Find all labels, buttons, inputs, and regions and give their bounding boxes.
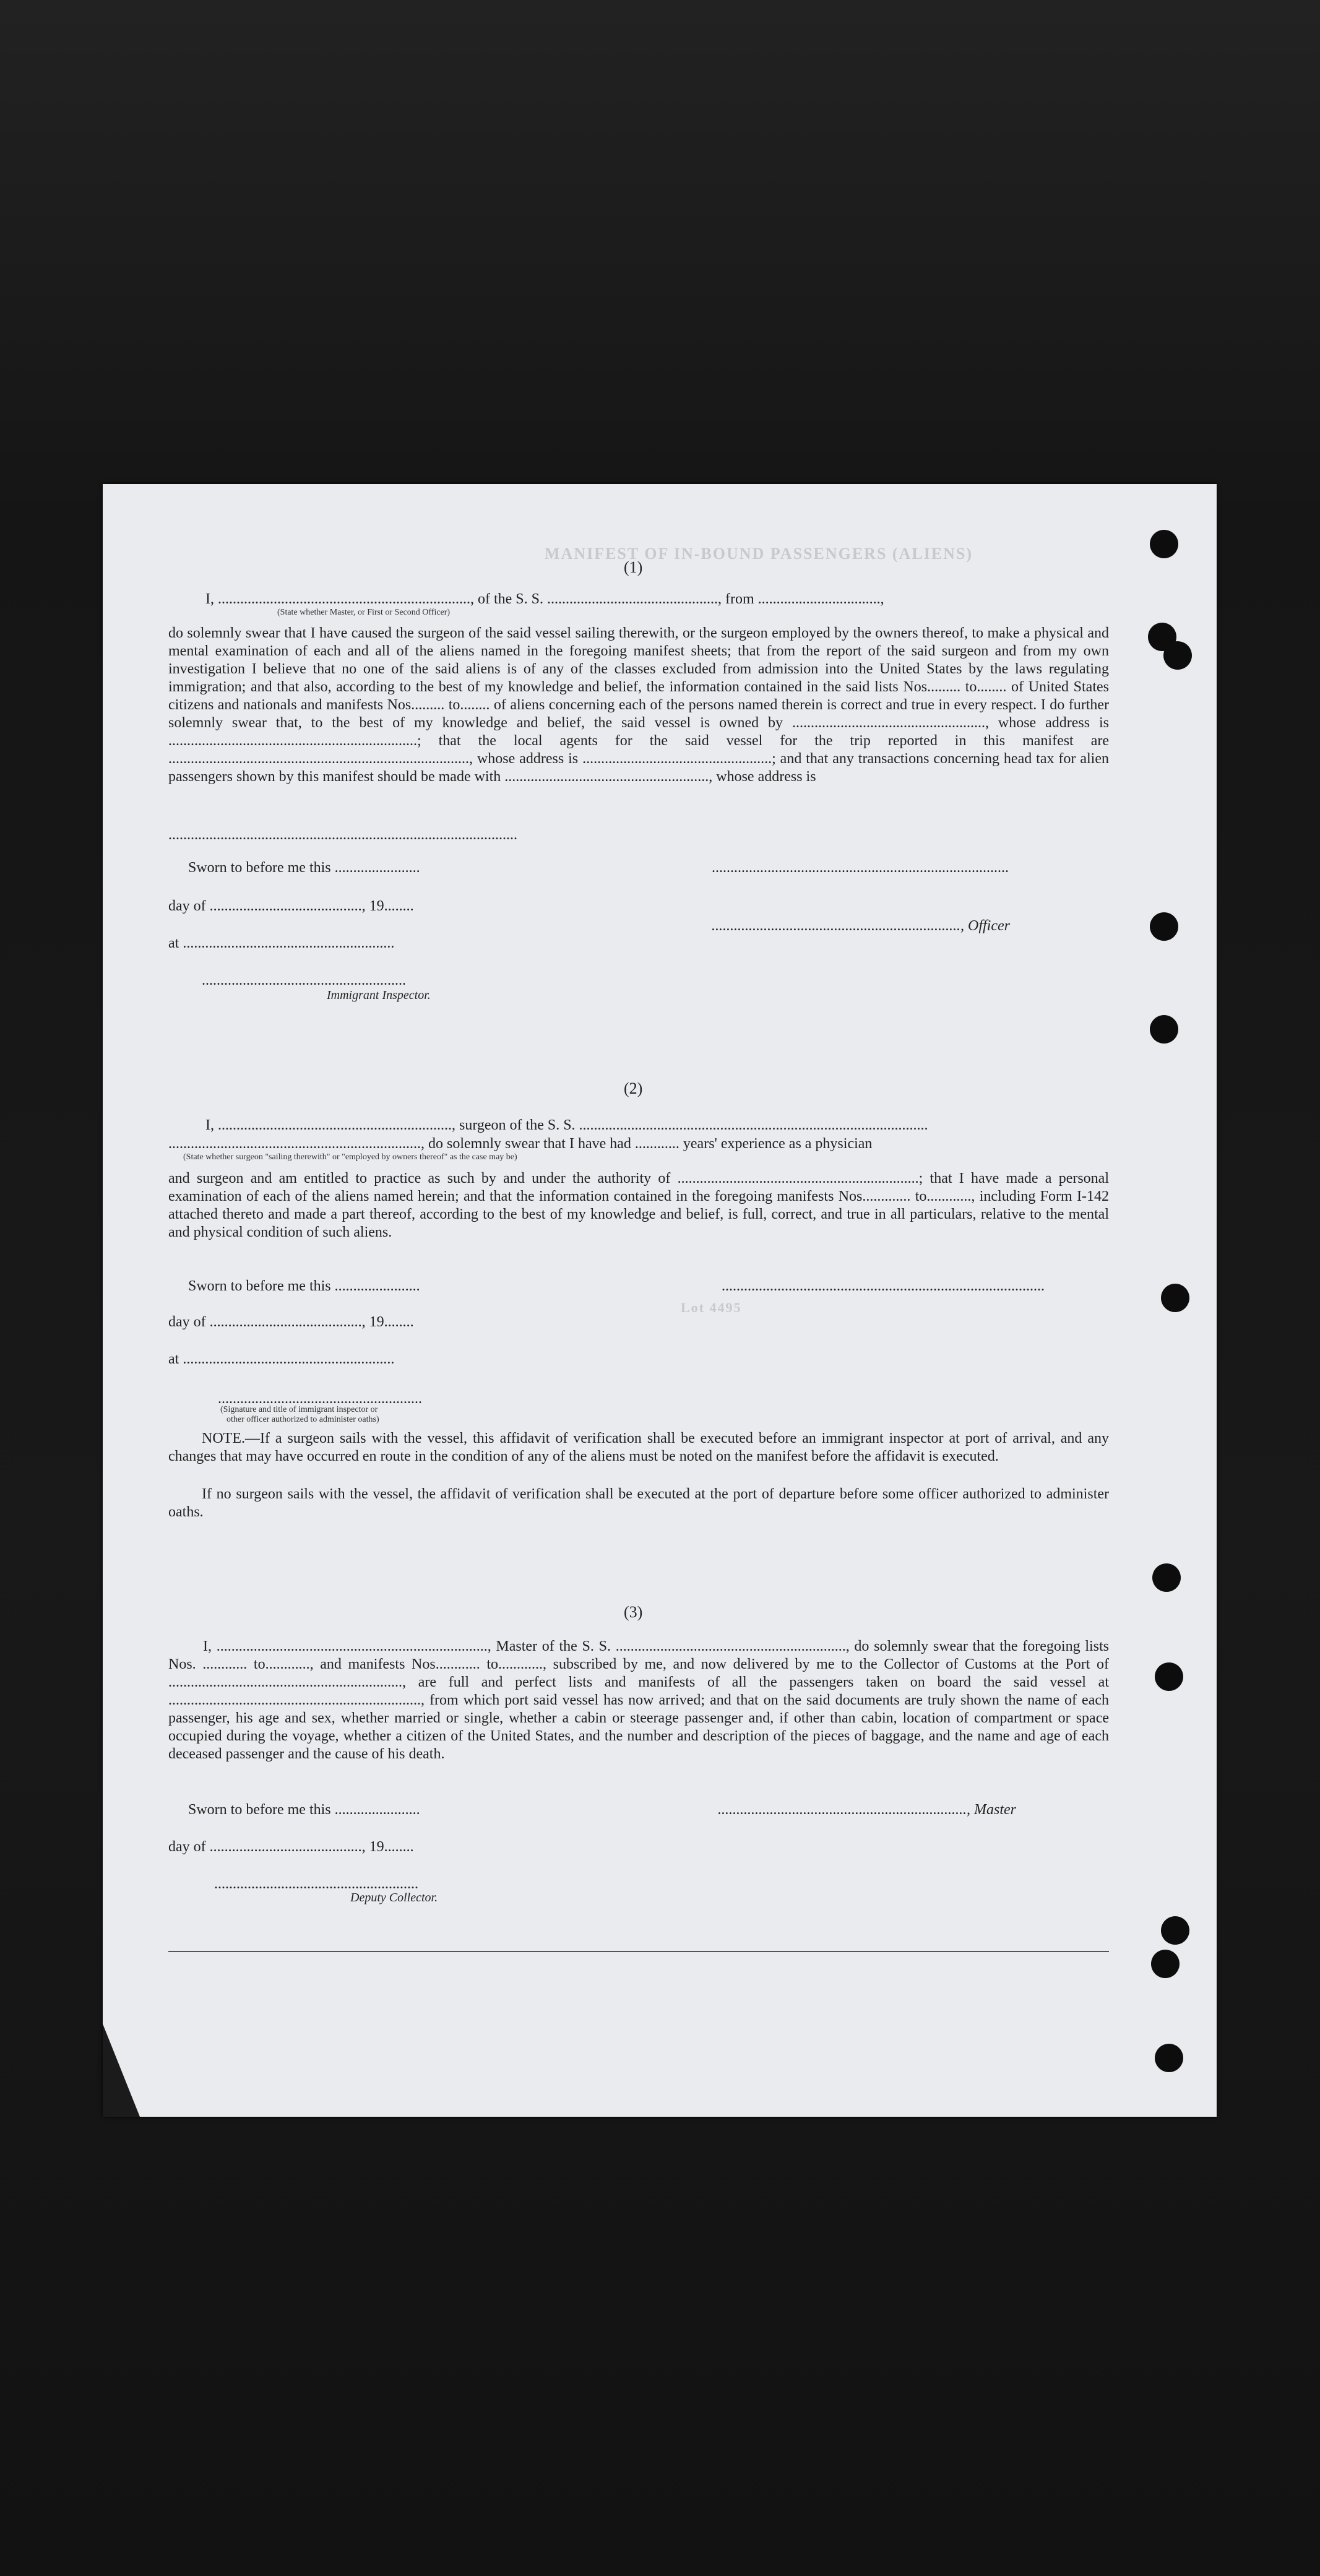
bottom-rule (168, 1951, 1109, 1952)
section-2-signature-line: ....................................................... (218, 1391, 422, 1407)
section-2-sworn: Sworn to before me this ....................... (188, 1278, 420, 1294)
section-2-signature-note-1: (Signature and title of immigrant inspector or (220, 1405, 378, 1414)
section-1-number: (1) (624, 558, 643, 576)
punch-hole (1155, 2044, 1183, 2072)
section-1-officer-line: ................................................................................ (712, 860, 1009, 876)
section-1-body: do solemnly swear that I have caused the surgeon of the said vessel sailing therewith, or the surgeon employed by the owners thereof, to make a physical and mental examination of each and all of the aliens named in the foregoing manifest sheets; that from the report of the said surgeon and from my own investigation I believe that no one of the said aliens is of any of the classes excluded from admission into the United States by the laws regulating immigration; and that also, according to the best of my knowledge and belief, the information contained in the said lists Nos......... to........ of United States citizens and nationals and manifests Nos......... to........ of aliens concerning each of the persons named therein is correct and true in every respect. I do further solemnly swear that, to the best of my knowledge and belief, the said vessel is owned by ...................................................., whose address is ...................................................................; that the local agents for the said vessel for the trip reported in this manifest are ................................................................................., whose address is ...................................................; and that any transactions concerning head tax for alien passengers shown by this manifest should be made with ......................................................., whose address is (168, 625, 1109, 785)
torn-corner (103, 2024, 140, 2117)
section-2-line2-note: (State whether surgeon "sailing therewith" or "employed by owners thereof" as the case may be) (183, 1152, 517, 1162)
punch-hole (1150, 912, 1178, 941)
section-2-body: and surgeon and am entitled to practice as such by and under the authority of .................................................................; that I have made a personal examination of each of the aliens named herein; and that the information contained in the foregoing manifests Nos............. to............, including Form I-142 attached thereto and made a part thereof, according to the best of my knowledge and belief, is full, correct, and true in all particulars, relative to the mental and physical condition of such aliens. (168, 1170, 1109, 1240)
section-3-sworn: Sworn to before me this ....................... (188, 1802, 420, 1818)
section-1-day: day of ........................................., 19........ (168, 898, 414, 914)
section-1-sworn: Sworn to before me this ....................... (188, 860, 420, 876)
section-2-number: (2) (624, 1079, 643, 1097)
punch-hole (1150, 1015, 1178, 1044)
section-1-body-tail: .............................................................................................. (168, 827, 517, 843)
section-2-day: day of ........................................., 19........ (168, 1314, 414, 1330)
section-2-signature-line-right: ....................................................................................... (722, 1278, 1045, 1294)
section-3-signature-line: ....................................................... (214, 1876, 418, 1892)
punch-hole (1150, 530, 1178, 558)
section-2-line2: ...................................................................., do solemnly swear that I have had ............ years' experience as a physician (168, 1136, 873, 1152)
section-1-intro-line: I, ...................................................................., of the S. S. .............................................., from ................................., (205, 591, 884, 607)
section-1-at: at ......................................................... (168, 935, 395, 951)
section-1-intro-note: (State whether Master, or First or Second Officer) (277, 608, 451, 617)
section-1-officer: ..................................................................., Officer (712, 918, 1010, 934)
punch-hole (1161, 1284, 1189, 1312)
section-3-body: I, ........................................................................., Master of the S. S. .............................................................., do solemnly swear that the foregoing lists Nos. ............ to............, and manifests Nos............ to............, subscribed by me, and now delivered by me to the Collector of Customs at the Port of ..............................................................., are full and perfect lists and manifests of all the passengers taken on board the said vessel at ...................................................................., from which port said vessel has now arrived; and that on the said documents are truly shown the name of each passenger, his age and sex, whether married or single, whether a cabin or steerage passenger and, if other than cabin, location of compartment or space occupied during the voyage, whether a citizen of the United States, and the number and description of the pieces of baggage, and the name and age of each deceased passenger and the cause of his death. (168, 1638, 1109, 1762)
section-2-note: NOTE.—If a surgeon sails with the vessel, this affidavit of verification shall be executed before an immigrant inspector at port of arrival, and any changes that may have occurred en route in the condition of any of the aliens must be noted on the manifest before the affidavit is executed. (168, 1430, 1109, 1464)
bleed-through-header: MANIFEST OF IN-BOUND PASSENGERS (ALIENS) (545, 545, 973, 563)
punch-hole (1152, 1563, 1181, 1592)
section-3-signer-title: Deputy Collector. (350, 1891, 438, 1904)
section-1-signature-line: ....................................................... (202, 972, 406, 988)
section-2-note-2: If no surgeon sails with the vessel, the affidavit of verification shall be executed at the port of departure before some officer authorized to administer oaths. (168, 1486, 1109, 1520)
section-3-number: (3) (624, 1603, 643, 1621)
section-3-day: day of ........................................., 19........ (168, 1839, 414, 1855)
section-2-at: at ......................................................... (168, 1351, 395, 1367)
section-2-line1: I, ..............................................................., surgeon of the S. S. .............................................................................................. (205, 1117, 928, 1133)
punch-hole (1155, 1662, 1183, 1691)
punch-hole (1163, 641, 1192, 670)
section-3-master: ..................................................................., Master (718, 1802, 1016, 1818)
section-2-signature-note-2: other officer authorized to administer oaths) (226, 1415, 379, 1424)
punch-hole (1161, 1916, 1189, 1945)
punch-hole (1151, 1950, 1180, 1978)
bleed-through-stamp: Lot 4495 (681, 1300, 742, 1315)
section-1-signer-title: Immigrant Inspector. (327, 988, 431, 1002)
